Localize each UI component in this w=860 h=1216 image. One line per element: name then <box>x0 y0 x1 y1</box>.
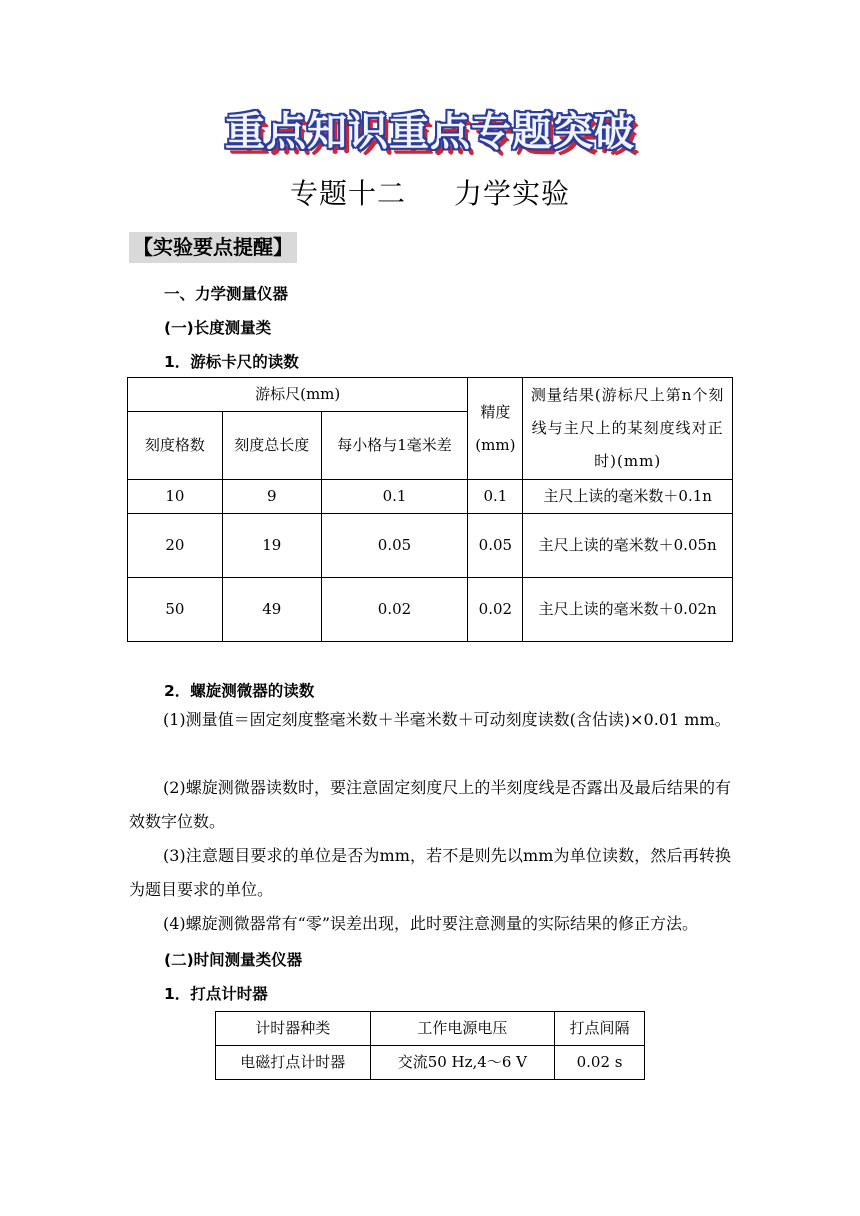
title-name: 力学实验 <box>454 177 571 210</box>
table-cell: 19 <box>222 514 321 578</box>
table-cell: 0.02 s <box>555 1046 645 1080</box>
header-voltage: 工作电源电压 <box>370 1012 555 1046</box>
subsection-heading: (二)时间测量类仪器 <box>164 951 303 969</box>
paragraph: (4)螺旋测微器常有“零”误差出现，此时要注意测量的实际结果的修正方法。 <box>163 914 699 933</box>
item-heading: 1．游标卡尺的读数 <box>164 353 299 371</box>
table-cell: 10 <box>128 480 223 514</box>
item-heading: 2．螺旋测微器的读数 <box>164 682 315 700</box>
header-precision: 精度(mm) <box>468 378 523 480</box>
subsection-heading: (一)长度测量类 <box>164 319 272 337</box>
table-cell: 主尺上读的毫米数＋0.1n <box>523 480 733 514</box>
header-timer-type: 计时器种类 <box>216 1012 371 1046</box>
section-heading: 一、力学测量仪器 <box>164 285 289 303</box>
table-cell: 0.05 <box>321 514 468 578</box>
banner-heading: 重点知识重点专题突破 <box>225 108 635 155</box>
vernier-table <box>127 377 733 642</box>
paragraph: (2)螺旋测微器读数时，要注意固定刻度尺上的半刻度线是否露出及最后结果的有效数字位数。 <box>129 778 731 831</box>
table-cell: 交流50 Hz,4～6 V <box>370 1046 555 1080</box>
header-grid-count: 刻度格数 <box>128 412 223 480</box>
header-interval: 打点间隔 <box>555 1012 645 1046</box>
table-cell: 0.1 <box>321 480 468 514</box>
header-total-length: 刻度总长度 <box>222 412 321 480</box>
table-cell: 0.02 <box>321 578 468 642</box>
table-cell: 49 <box>222 578 321 642</box>
table-cell: 0.1 <box>468 480 523 514</box>
paragraph: (3)注意题目要求的单位是否为mm，若不是则先以mm为单位读数，然后再转换为题目要求的单位。 <box>129 846 731 899</box>
table-cell: 50 <box>128 578 223 642</box>
table-cell: 主尺上读的毫米数＋0.02n <box>523 578 733 642</box>
timer-table <box>215 1011 645 1080</box>
title-topic: 专题十二 <box>289 177 406 210</box>
header-vernier: 游标尺(mm) <box>128 378 468 412</box>
table-cell: 0.05 <box>468 514 523 578</box>
header-result: 测量结果(游标尺上第n个刻线与主尺上的某刻度线对正时)(mm) <box>523 378 733 480</box>
paragraph: (1)测量值＝固定刻度整毫米数＋半毫米数＋可动刻度读数(含估读)×0.01 mm。 <box>163 710 731 729</box>
section-tag: 【实验要点提醒】 <box>129 232 297 263</box>
header-per-grid-diff: 每小格与1毫米差 <box>321 412 468 480</box>
table-cell: 0.02 <box>468 578 523 642</box>
table-cell: 9 <box>222 480 321 514</box>
table-cell: 20 <box>128 514 223 578</box>
table-cell: 电磁打点计时器 <box>216 1046 371 1080</box>
table-cell: 主尺上读的毫米数＋0.05n <box>523 514 733 578</box>
item-heading: 1．打点计时器 <box>164 985 268 1003</box>
page-title <box>0 172 860 212</box>
